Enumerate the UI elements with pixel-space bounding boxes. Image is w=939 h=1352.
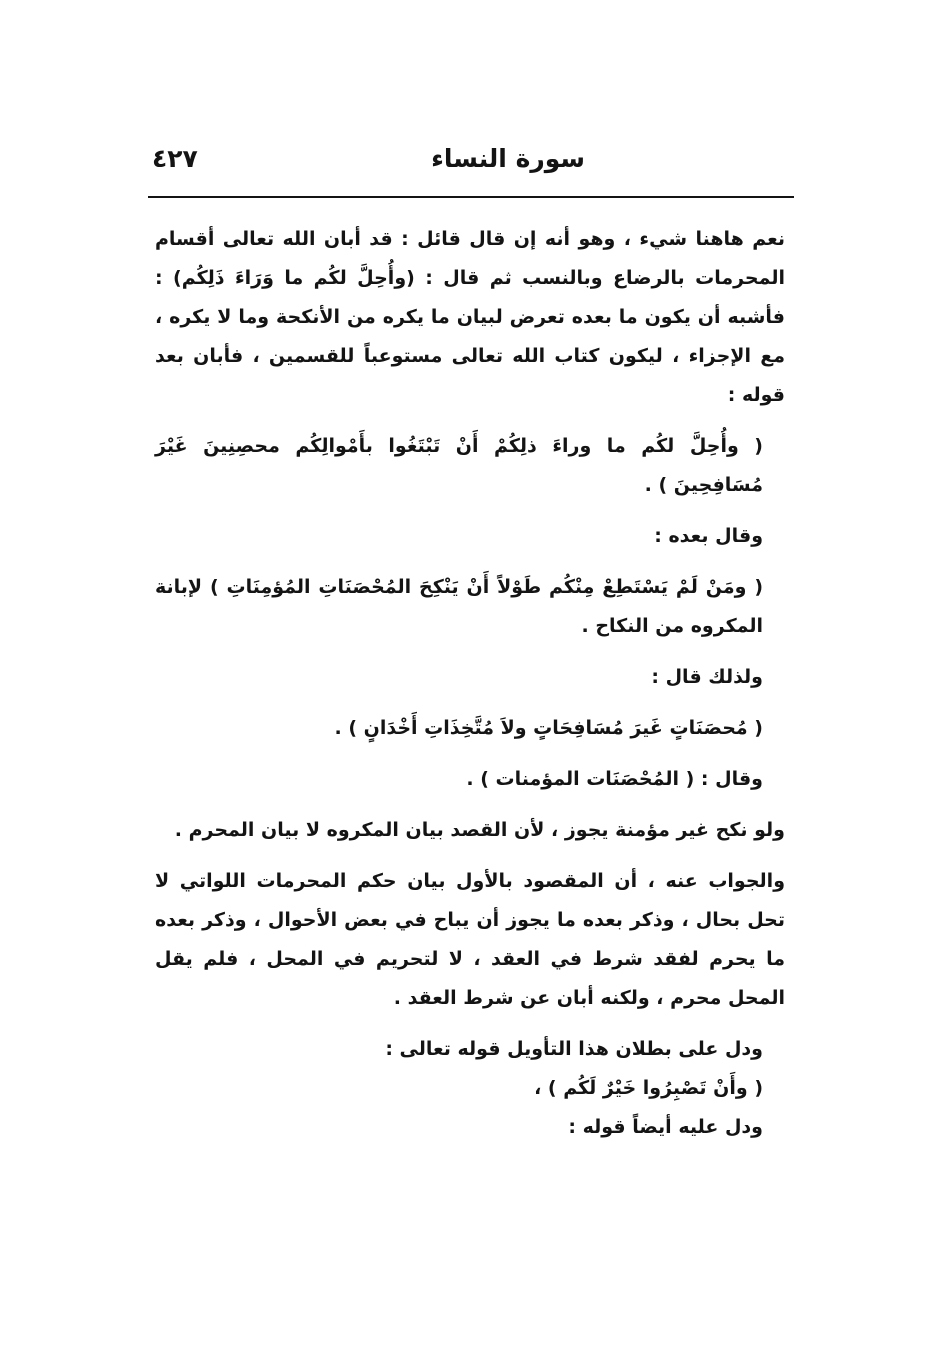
paragraph-wa-dalla: ودل على بطلان هذا التأويل قوله تعالى : bbox=[385, 1038, 763, 1060]
page-number: ٤٢٧ bbox=[152, 144, 198, 173]
paragraph-wa-qala-badahu: وقال بعده : bbox=[654, 525, 763, 547]
paragraph-wa-dalla-aydan: ودل عليه أيضاً قوله : bbox=[568, 1116, 763, 1138]
paragraph-answer: والجواب عنه ، أن المقصود بالأول بيان حكم المحرمات اللواتي لا تحل بحال ، وذكر بعده ما يجوز أن يباح في بعض الأحوال ، وذكر بعده ما يحرم لفقد شرط في العقد ، لا لتحريم في المحل ، فلم يقل المحل محرم ، ولكنه أبان عن شرط العقد . bbox=[155, 870, 785, 1009]
running-title: سورة النساء bbox=[431, 144, 585, 173]
page-header bbox=[150, 140, 790, 184]
paragraph-objection: نعم هاهنا شيء ، وهو أنه إن قال قائل : قد أبان الله تعالى أقسام المحرمات بالرضاع وبالنسب ثم قال : (وأُحِلَّ لكُم ما وَرَاءَ ذَلِكُم) : فأشبه أن يكون ما بعده تعرض لبيان ما يكره من الأنكحة وما لا يكره ، مع الإجزاء ، ليكون كتاب الله تعالى مستوعباً للقسمين ، فأبان بعد قوله : bbox=[155, 228, 785, 406]
quote-verse-man-lam: ( ومَنْ لَمْ يَسْتَطِعْ مِنْكُم طَوْلاً أَنْ يَنْكِحَ المُحْصَنَاتِ المُؤمِنَاتِ ) لإبانة المكروه من النكاح . bbox=[155, 576, 763, 637]
quote-verse-uhilla: ( وأُحِلَّ لكُم ما وراءَ ذلِكُمْ أَنْ تَبْتَغُوا بأَمْوالِكُم محصِنِينَ غَيْرَ مُسَافِحِينَ ) . bbox=[155, 435, 763, 496]
paragraph-wa-lidhalika: ولذلك قال : bbox=[651, 666, 763, 688]
body-text bbox=[155, 220, 785, 1147]
header-rule bbox=[148, 196, 794, 198]
paragraph-law-nakaha: ولو نكح غير مؤمنة يجوز ، لأن القصد بيان المكروه لا بيان المحرم . bbox=[174, 819, 785, 841]
quote-verse-tasbiru: ( وأَنْ تَصْبِرُوا خَيْرٌ لَكُم ) ، bbox=[534, 1077, 763, 1099]
closing-block bbox=[155, 1030, 785, 1147]
quote-verse-muhsanat: ( مُحصَنَاتٍ غَيرَ مُسَافِحَاتٍ ولاَ مُتَّخِذَاتِ أَخْدَانٍ ) . bbox=[334, 717, 763, 739]
paragraph-wa-qala-almuhsanat: وقال : ( المُحْصَنَات المؤمنات ) . bbox=[466, 768, 763, 790]
